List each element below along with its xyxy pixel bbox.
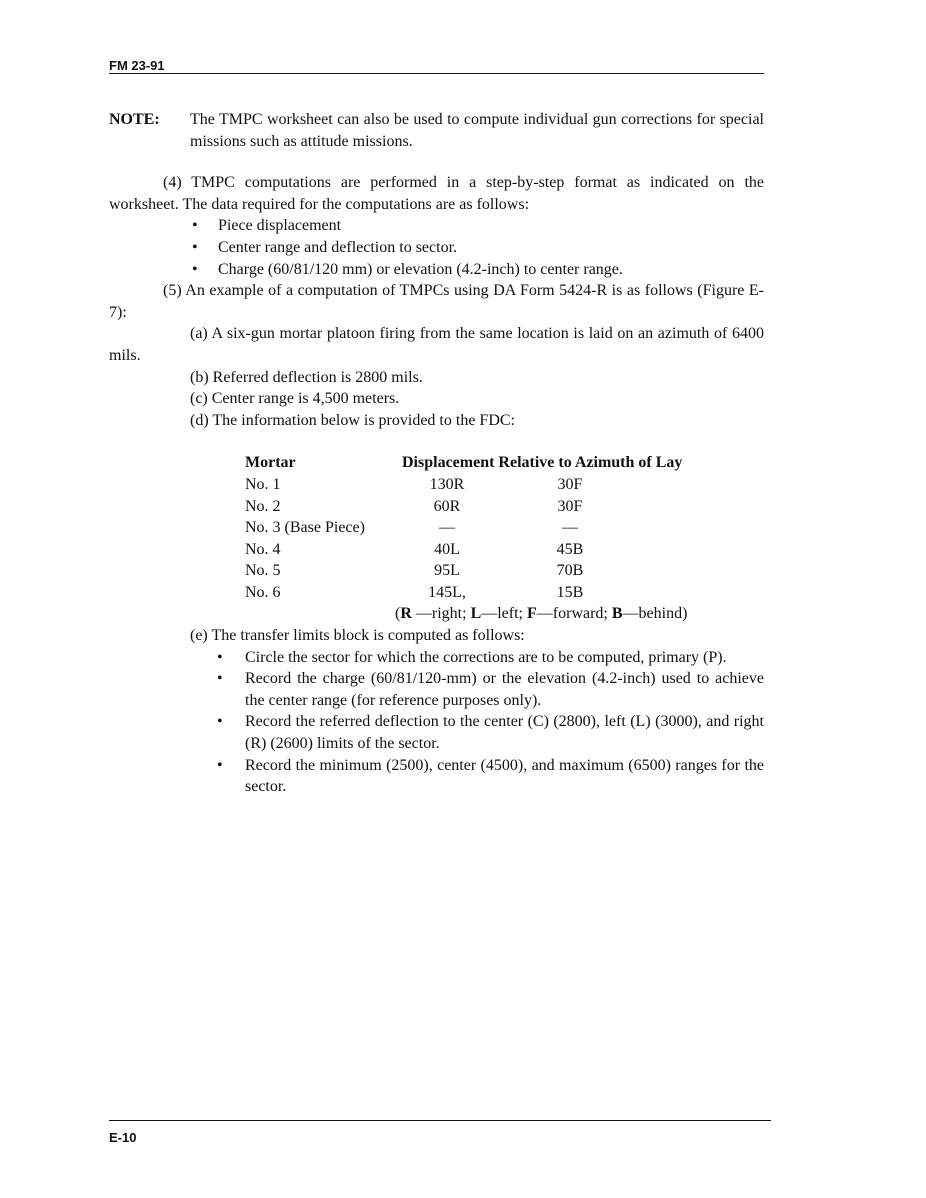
transfer-limits-list <box>109 647 764 798</box>
fb-cell: 15B <box>556 583 584 601</box>
legend-l-val: —left; <box>481 605 527 623</box>
lr-cell: 130R <box>429 475 465 493</box>
list-item: • Piece displacement <box>190 215 764 237</box>
mortar-cell: No. 4 <box>245 540 281 558</box>
list-item: • Record the referred deflection to the center (C) (2800), left (L) (3000), and right (R) (2600) limits of the sector. <box>217 711 764 754</box>
fb-cell: 70B <box>556 562 584 580</box>
legend-r-val: —right; <box>411 605 471 623</box>
table-header <box>109 452 764 474</box>
legend-open: ( <box>395 605 401 623</box>
list-item: • Record the minimum (2500), center (4500), and maximum (6500) ranges for the sector. <box>217 755 764 798</box>
paragraph-5b: (b) Referred deflection is 2800 mils. <box>190 368 423 386</box>
fb-cell: 45B <box>556 540 584 558</box>
list-item: • Record the charge (60/81/120-mm) or the elevation (4.2-inch) used to achieve the center range (for reference purposes only). <box>217 668 764 711</box>
paragraph-5e: (e) The transfer limits block is computed as follows: <box>190 627 525 645</box>
list-item: • Charge (60/81/120 mm) or elevation (4.2-inch) to center range. <box>190 259 764 281</box>
running-header: FM 23-91 <box>109 58 165 73</box>
legend-r-key: R <box>400 605 412 623</box>
note-label: NOTE: <box>109 111 160 128</box>
legend-b-key: B <box>611 605 623 623</box>
page-number: E-10 <box>109 1130 137 1145</box>
legend-f-key: F <box>527 605 537 623</box>
table-row <box>109 582 764 604</box>
fb-cell: 30F <box>557 475 583 493</box>
list-item: • Circle the sector for which the corrections are to be computed, primary (P). <box>217 647 764 669</box>
header-mortar: Mortar <box>245 454 296 472</box>
legend-b-val: —behind) <box>622 605 688 623</box>
header-displacement: Displacement Relative to Azimuth of Lay <box>402 454 683 472</box>
table-legend <box>109 603 764 625</box>
paragraph-5a: (a) A six-gun mortar platoon firing from the same location is laid on an azimuth of 6400 mils. <box>109 325 764 364</box>
fb-cell: — <box>562 519 578 537</box>
lr-cell: 145L, <box>428 583 466 601</box>
table-row <box>109 496 764 518</box>
mortar-cell: No. 2 <box>245 497 281 515</box>
lr-cell: 40L <box>434 540 460 558</box>
table-row <box>109 560 764 582</box>
note-block <box>109 109 764 152</box>
displacement-table <box>109 452 764 625</box>
list-item: • Center range and deflection to sector. <box>190 237 764 259</box>
table-row <box>109 539 764 561</box>
legend-l-key: L <box>470 605 482 623</box>
lr-cell: 95L <box>434 562 460 580</box>
paragraph-5c: (c) Center range is 4,500 meters. <box>190 390 400 408</box>
header-rule <box>109 73 764 74</box>
mortar-cell: No. 1 <box>245 475 281 493</box>
mortar-cell: No. 6 <box>245 583 281 601</box>
paragraph-5d: (d) The information below is provided to the FDC: <box>190 411 515 429</box>
lr-cell: — <box>439 519 455 537</box>
fb-cell: 30F <box>557 497 583 515</box>
table-row <box>109 474 764 496</box>
page-body <box>109 109 764 798</box>
footer-rule <box>109 1120 771 1121</box>
mortar-cell: No. 3 (Base Piece) <box>245 519 365 537</box>
table-row <box>109 517 764 539</box>
legend-f-val: —forward; <box>536 605 612 623</box>
paragraph-4: (4) TMPC computations are performed in a step-by-step format as indicated on the worksheet. The data required for the computations are as follows: <box>109 174 764 213</box>
lr-cell: 60R <box>433 497 461 515</box>
required-data-list <box>109 215 764 280</box>
note-text: The TMPC worksheet can also be used to compute individual gun corrections for special missions such as attitude missions. <box>190 111 764 150</box>
paragraph-5: (5) An example of a computation of TMPCs using DA Form 5424-R is as follows (Figure E-7): <box>109 282 764 321</box>
mortar-cell: No. 5 <box>245 562 281 580</box>
